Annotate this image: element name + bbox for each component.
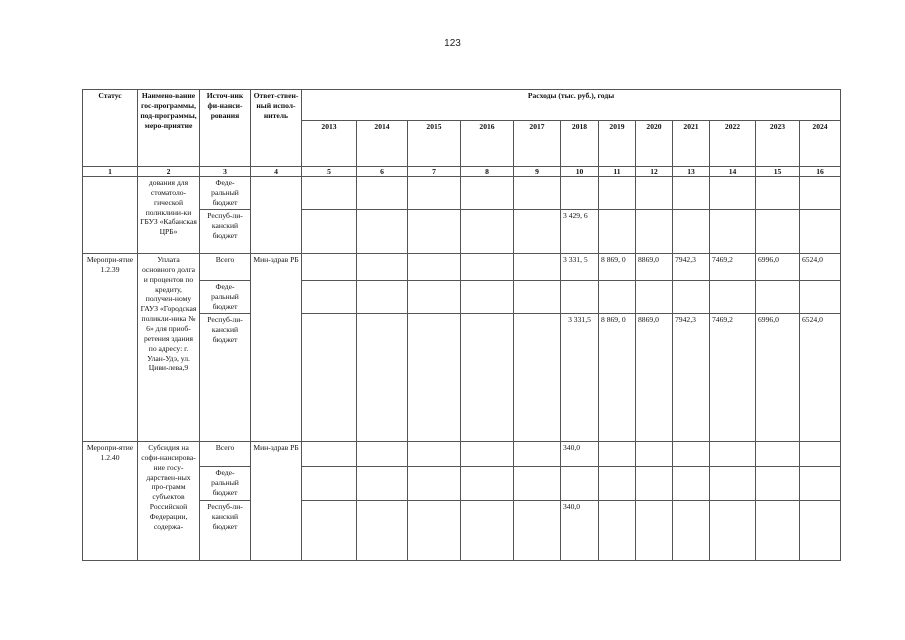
header-year: 2014: [357, 121, 408, 167]
value-cell: [408, 467, 461, 501]
value-cell: [636, 501, 673, 561]
value-cell: [800, 501, 841, 561]
value-cell: [357, 254, 408, 281]
value-cell: [357, 281, 408, 314]
value-cell: 6524,0: [800, 254, 841, 281]
value-cell: [461, 254, 514, 281]
value-cell: [710, 467, 756, 501]
value-cell: [514, 442, 561, 467]
page-number: 123: [444, 38, 461, 49]
value-cell: [800, 210, 841, 254]
value-cell: [599, 467, 636, 501]
header-source: Источ-ник фи-нанси-рования: [200, 90, 251, 167]
value-cell: [408, 281, 461, 314]
header-year: 2022: [710, 121, 756, 167]
value-cell: [302, 177, 357, 210]
value-cell: [357, 467, 408, 501]
executor-cell: Мин-здрав РБ: [251, 442, 302, 561]
column-number: 3: [200, 167, 251, 177]
source-cell: Всего: [200, 442, 251, 467]
column-number: 11: [599, 167, 636, 177]
source-cell: Феде-ральный бюджет: [200, 177, 251, 210]
value-cell: [599, 501, 636, 561]
status-cell: Меропри-ятие 1.2.40: [83, 442, 138, 561]
column-number: 12: [636, 167, 673, 177]
value-cell: [302, 314, 357, 442]
header-year: 2020: [636, 121, 673, 167]
value-cell: 6524,0: [800, 314, 841, 442]
column-number: 9: [514, 167, 561, 177]
value-cell: 7942,3: [673, 314, 710, 442]
value-cell: [673, 467, 710, 501]
table-row: [83, 254, 841, 281]
column-number: 10: [561, 167, 599, 177]
column-number: 2: [138, 167, 200, 177]
column-number: 6: [357, 167, 408, 177]
value-cell: 7469,2: [710, 314, 756, 442]
header-year: 2016: [461, 121, 514, 167]
header-year: 2018: [561, 121, 599, 167]
value-cell: [710, 281, 756, 314]
value-cell: [302, 254, 357, 281]
value-cell: [561, 177, 599, 210]
value-cell: 3 331, 5: [561, 254, 599, 281]
column-number: 15: [756, 167, 800, 177]
value-cell: [408, 210, 461, 254]
value-cell: [710, 501, 756, 561]
column-number: 13: [673, 167, 710, 177]
value-cell: [673, 210, 710, 254]
value-cell: [461, 210, 514, 254]
value-cell: 8 869, 0: [599, 314, 636, 442]
value-cell: [636, 442, 673, 467]
value-cell: [461, 177, 514, 210]
value-cell: [514, 210, 561, 254]
column-number-row: [83, 167, 841, 177]
value-cell: [710, 442, 756, 467]
value-cell: [461, 501, 514, 561]
source-cell: Всего: [200, 254, 251, 281]
value-cell: [357, 314, 408, 442]
status-cell: [83, 177, 138, 254]
value-cell: [514, 281, 561, 314]
value-cell: [756, 281, 800, 314]
value-cell: [514, 314, 561, 442]
header-year: 2023: [756, 121, 800, 167]
value-cell: [357, 501, 408, 561]
value-cell: [514, 177, 561, 210]
value-cell: 8869,0: [636, 314, 673, 442]
header-executor: Ответ-ствен-ный испол-нитель: [251, 90, 302, 167]
value-cell: [636, 467, 673, 501]
value-cell: [357, 210, 408, 254]
value-cell: [636, 210, 673, 254]
value-cell: [408, 442, 461, 467]
value-cell: [673, 501, 710, 561]
value-cell: [408, 501, 461, 561]
value-cell: [673, 442, 710, 467]
header-row-top: [83, 90, 841, 121]
value-cell: [756, 467, 800, 501]
value-cell: 3 331,5: [561, 314, 599, 442]
budget-table: [82, 89, 841, 561]
measure-name-cell: дования для стоматоло-гической поликлини-ки ГБУЗ «Кабанская ЦРБ»: [138, 177, 200, 254]
value-cell: [357, 442, 408, 467]
measure-name-cell: Субсидия на софи-нансирова-ние госу-дарствен-ных про-грамм субъектов Российской Федерации, содержа-: [138, 442, 200, 561]
header-year: 2019: [599, 121, 636, 167]
value-cell: [302, 281, 357, 314]
column-number: 14: [710, 167, 756, 177]
value-cell: [599, 281, 636, 314]
value-cell: [408, 254, 461, 281]
value-cell: [302, 467, 357, 501]
executor-cell: [251, 177, 302, 254]
value-cell: [756, 177, 800, 210]
header-expenses: Расходы (тыс. руб.), годы: [302, 90, 841, 121]
executor-cell: Мин-здрав РБ: [251, 254, 302, 442]
value-cell: [461, 281, 514, 314]
header-year: 2024: [800, 121, 841, 167]
value-cell: 3 429, 6: [561, 210, 599, 254]
value-cell: [800, 442, 841, 467]
value-cell: [673, 281, 710, 314]
value-cell: [302, 442, 357, 467]
value-cell: [636, 177, 673, 210]
table-row: [83, 177, 841, 210]
header-year: 2021: [673, 121, 710, 167]
value-cell: [756, 442, 800, 467]
column-number: 4: [251, 167, 302, 177]
column-number: 8: [461, 167, 514, 177]
value-cell: [461, 467, 514, 501]
column-number: 16: [800, 167, 841, 177]
source-cell: Феде-ральный бюджет: [200, 281, 251, 314]
value-cell: [599, 210, 636, 254]
source-cell: Респуб-ли-канский бюджет: [200, 314, 251, 442]
table-row: [83, 442, 841, 467]
header-year: 2013: [302, 121, 357, 167]
header-name: Наимено-вание гос-программы, под-программы, меро-приятие: [138, 90, 200, 167]
value-cell: [710, 177, 756, 210]
value-cell: 6996,0: [756, 314, 800, 442]
value-cell: 6996,0: [756, 254, 800, 281]
measure-name-cell: Уплата основного долга и процентов по кредиту, получен-ному ГАУЗ «Городская поликли-ника № 6» для приоб-ретения здания по адресу: г. Улан-Удэ, ул. Циви-лева,9: [138, 254, 200, 442]
source-cell: Респуб-ли-канский бюджет: [200, 210, 251, 254]
value-cell: 7469,2: [710, 254, 756, 281]
value-cell: [514, 501, 561, 561]
value-cell: [710, 210, 756, 254]
value-cell: [514, 254, 561, 281]
value-cell: 8869,0: [636, 254, 673, 281]
value-cell: [408, 177, 461, 210]
value-cell: [756, 501, 800, 561]
header-year: 2015: [408, 121, 461, 167]
value-cell: [302, 501, 357, 561]
value-cell: [636, 281, 673, 314]
value-cell: [357, 177, 408, 210]
value-cell: [800, 467, 841, 501]
header-status: Статус: [83, 90, 138, 167]
value-cell: [599, 442, 636, 467]
value-cell: [800, 177, 841, 210]
value-cell: [561, 467, 599, 501]
value-cell: [514, 467, 561, 501]
column-number: 7: [408, 167, 461, 177]
header-year: 2017: [514, 121, 561, 167]
value-cell: [302, 210, 357, 254]
value-cell: [461, 314, 514, 442]
source-cell: Феде-ральный бюджет: [200, 467, 251, 501]
source-cell: Респуб-ли-канский бюджет: [200, 501, 251, 561]
value-cell: 340,0: [561, 442, 599, 467]
column-number: 5: [302, 167, 357, 177]
value-cell: [599, 177, 636, 210]
value-cell: 7942,3: [673, 254, 710, 281]
value-cell: 340,0: [561, 501, 599, 561]
status-cell: Меропри-ятие 1.2.39: [83, 254, 138, 442]
value-cell: [756, 210, 800, 254]
value-cell: [800, 281, 841, 314]
value-cell: 8 869, 0: [599, 254, 636, 281]
value-cell: [408, 314, 461, 442]
value-cell: [561, 281, 599, 314]
column-number: 1: [83, 167, 138, 177]
value-cell: [673, 177, 710, 210]
value-cell: [461, 442, 514, 467]
